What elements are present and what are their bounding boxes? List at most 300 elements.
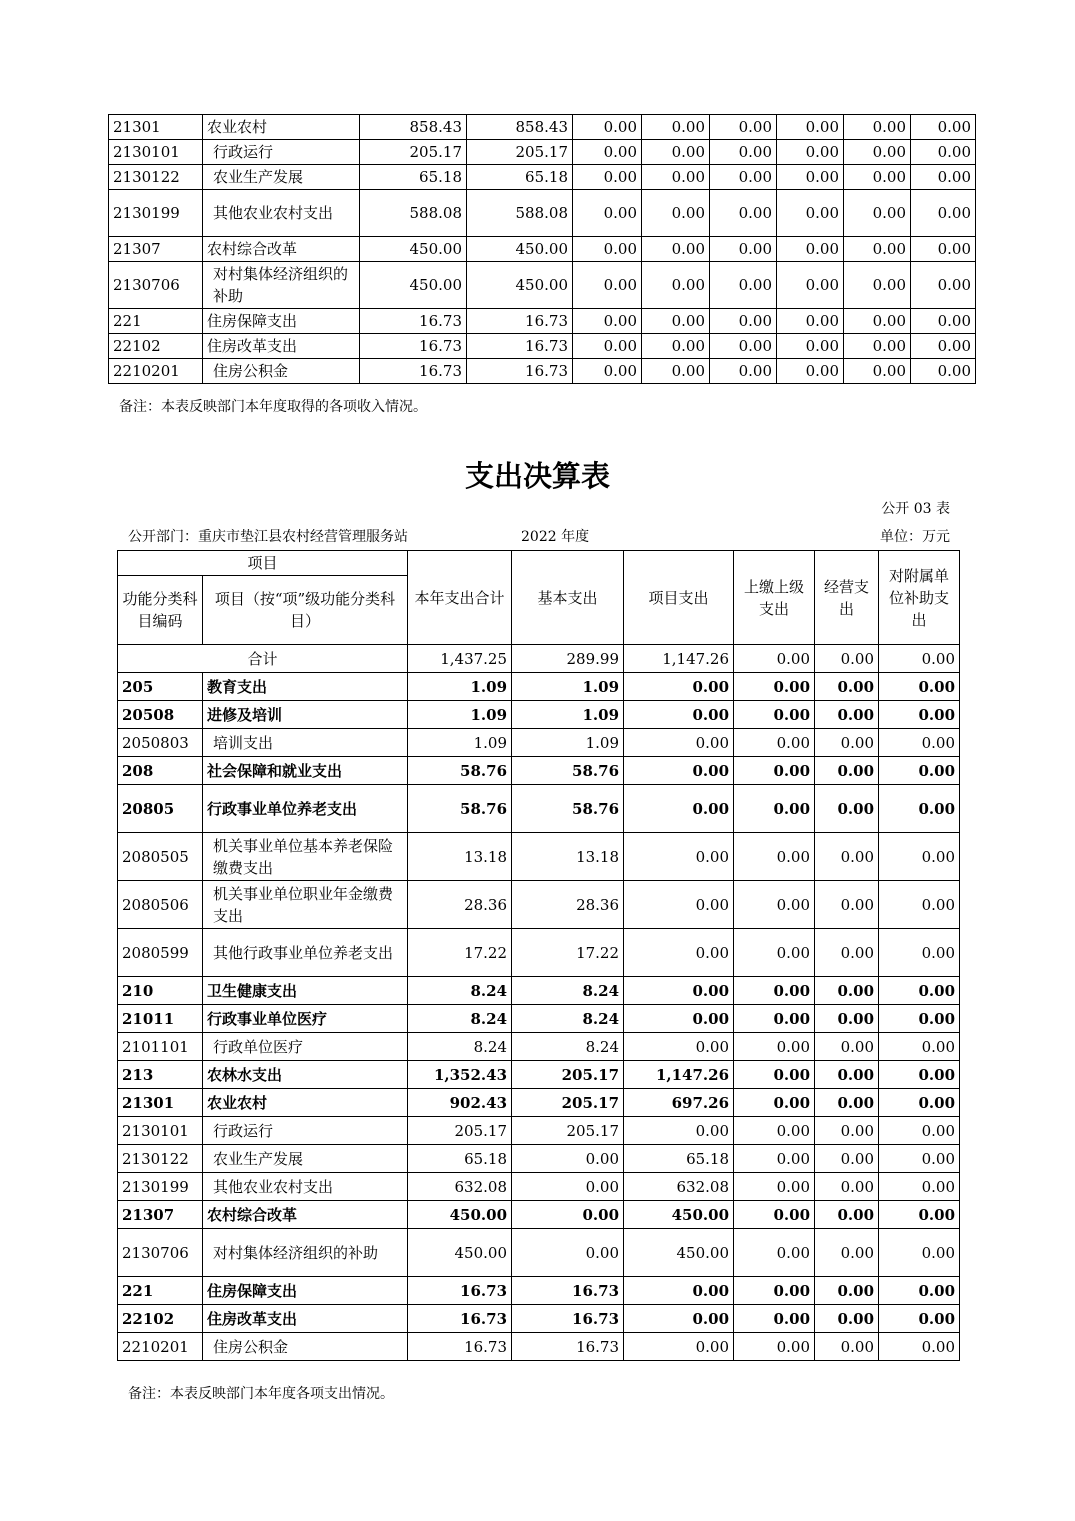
table-row	[109, 334, 976, 359]
cell-value: 858.43	[360, 115, 467, 140]
total-value: 1,437.25	[408, 645, 512, 673]
cell-value: 58.76	[408, 785, 512, 833]
cell-value: 0.00	[624, 1277, 734, 1305]
cell-name: 其他农业农村支出	[203, 190, 360, 237]
cell-value: 0.00	[734, 1033, 815, 1061]
cell-value: 0.00	[777, 359, 844, 384]
table-number: 公开 03 表	[881, 501, 950, 517]
table-row	[109, 140, 976, 165]
cell-code: 21301	[118, 1089, 203, 1117]
cell-value: 0.00	[573, 165, 642, 190]
table-row	[118, 1201, 960, 1229]
cell-name: 进修及培训	[203, 701, 408, 729]
cell-value: 0.00	[844, 190, 911, 237]
cell-value: 1,352.43	[408, 1061, 512, 1089]
cell-value: 0.00	[624, 977, 734, 1005]
cell-code: 2130199	[109, 190, 203, 237]
cell-value: 450.00	[467, 237, 573, 262]
cell-value: 0.00	[815, 929, 879, 977]
cell-value: 0.00	[911, 359, 976, 384]
cell-value: 588.08	[467, 190, 573, 237]
table-row	[118, 977, 960, 1005]
total-row	[118, 645, 960, 673]
cell-value: 0.00	[710, 190, 777, 237]
cell-value: 65.18	[360, 165, 467, 190]
cell-code: 2130122	[118, 1145, 203, 1173]
cell-value: 8.24	[512, 977, 624, 1005]
cell-value: 0.00	[777, 309, 844, 334]
cell-value: 0.00	[734, 1145, 815, 1173]
header-subsidy: 对附属单位补助支出	[879, 551, 960, 645]
cell-value: 902.43	[408, 1089, 512, 1117]
cell-value: 0.00	[879, 1117, 960, 1145]
cell-value: 0.00	[879, 1061, 960, 1089]
cell-value: 1.09	[408, 729, 512, 757]
cell-value: 0.00	[734, 701, 815, 729]
cell-value: 28.36	[408, 881, 512, 929]
cell-value: 0.00	[624, 757, 734, 785]
cell-value: 697.26	[624, 1089, 734, 1117]
cell-value: 0.00	[844, 237, 911, 262]
cell-value: 450.00	[624, 1229, 734, 1277]
header-code: 功能分类科目编码	[118, 576, 203, 645]
cell-value: 0.00	[911, 309, 976, 334]
table-row	[109, 190, 976, 237]
income-table	[108, 114, 976, 384]
cell-value: 0.00	[815, 833, 879, 881]
cell-value: 632.08	[408, 1173, 512, 1201]
cell-value: 0.00	[624, 1333, 734, 1361]
cell-value: 0.00	[879, 881, 960, 929]
cell-value: 0.00	[734, 929, 815, 977]
cell-value: 0.00	[879, 1277, 960, 1305]
cell-value: 0.00	[573, 115, 642, 140]
cell-value: 17.22	[512, 929, 624, 977]
cell-value: 0.00	[844, 359, 911, 384]
cell-value: 450.00	[624, 1201, 734, 1229]
table-row	[109, 359, 976, 384]
cell-name: 住房保障支出	[203, 309, 360, 334]
cell-code: 2130101	[118, 1117, 203, 1145]
cell-code: 20508	[118, 701, 203, 729]
cell-value: 0.00	[844, 334, 911, 359]
cell-value: 0.00	[734, 673, 815, 701]
cell-value: 0.00	[911, 115, 976, 140]
cell-value: 0.00	[911, 140, 976, 165]
cell-code: 2210201	[118, 1333, 203, 1361]
cell-code: 21301	[109, 115, 203, 140]
cell-value: 450.00	[360, 262, 467, 309]
cell-value: 0.00	[624, 1305, 734, 1333]
cell-name: 农林水支出	[203, 1061, 408, 1089]
cell-code: 205	[118, 673, 203, 701]
table-row	[118, 673, 960, 701]
cell-value: 0.00	[624, 1033, 734, 1061]
cell-value: 0.00	[815, 1333, 879, 1361]
cell-value: 205.17	[408, 1117, 512, 1145]
cell-value: 0.00	[815, 1173, 879, 1201]
cell-value: 0.00	[879, 1333, 960, 1361]
cell-value: 0.00	[573, 140, 642, 165]
cell-code: 2101101	[118, 1033, 203, 1061]
cell-value: 0.00	[734, 881, 815, 929]
cell-value: 0.00	[815, 881, 879, 929]
cell-value: 632.08	[624, 1173, 734, 1201]
cell-value: 1.09	[512, 729, 624, 757]
cell-value: 58.76	[408, 757, 512, 785]
cell-value: 1.09	[512, 701, 624, 729]
table-row	[118, 1173, 960, 1201]
cell-value: 0.00	[815, 673, 879, 701]
header-project: 项目	[118, 551, 408, 576]
cell-value: 0.00	[573, 237, 642, 262]
cell-name: 农村综合改革	[203, 237, 360, 262]
cell-name: 行政事业单位医疗	[203, 1005, 408, 1033]
header-project-expense: 项目支出	[624, 551, 734, 645]
cell-value: 0.00	[879, 977, 960, 1005]
cell-value: 0.00	[710, 115, 777, 140]
cell-value: 0.00	[624, 1005, 734, 1033]
cell-value: 0.00	[710, 309, 777, 334]
cell-name: 住房改革支出	[203, 1305, 408, 1333]
cell-value: 0.00	[815, 757, 879, 785]
cell-value: 0.00	[777, 334, 844, 359]
cell-code: 2080505	[118, 833, 203, 881]
cell-code: 22102	[109, 334, 203, 359]
cell-name: 行政单位医疗	[203, 1033, 408, 1061]
cell-value: 0.00	[844, 309, 911, 334]
cell-value: 0.00	[642, 262, 710, 309]
cell-value: 0.00	[777, 262, 844, 309]
cell-value: 0.00	[734, 1117, 815, 1145]
cell-name: 其他农业农村支出	[203, 1173, 408, 1201]
cell-name: 农业农村	[203, 1089, 408, 1117]
cell-value: 0.00	[573, 334, 642, 359]
cell-value: 0.00	[815, 1061, 879, 1089]
cell-value: 0.00	[777, 165, 844, 190]
cell-code: 2080506	[118, 881, 203, 929]
cell-name: 对村集体经济组织的补助	[203, 262, 360, 309]
total-value: 0.00	[815, 645, 879, 673]
cell-value: 0.00	[879, 1173, 960, 1201]
year-label: 2022 年度	[521, 529, 590, 545]
cell-name: 农业生产发展	[203, 1145, 408, 1173]
cell-value: 8.24	[512, 1005, 624, 1033]
cell-value: 16.73	[408, 1305, 512, 1333]
cell-code: 22102	[118, 1305, 203, 1333]
cell-value: 16.73	[408, 1333, 512, 1361]
cell-value: 16.73	[467, 359, 573, 384]
table-row	[109, 165, 976, 190]
table-row	[118, 1061, 960, 1089]
unit-label: 单位：万元	[880, 529, 950, 545]
table-row	[118, 881, 960, 929]
expense-note: 备注：本表反映部门本年度各项支出情况。	[128, 1386, 394, 1402]
cell-code: 2130199	[118, 1173, 203, 1201]
cell-value: 0.00	[815, 1117, 879, 1145]
table-row	[118, 929, 960, 977]
cell-name: 社会保障和就业支出	[203, 757, 408, 785]
table-row	[118, 1089, 960, 1117]
cell-name: 行政事业单位养老支出	[203, 785, 408, 833]
cell-value: 0.00	[624, 1117, 734, 1145]
cell-code: 21011	[118, 1005, 203, 1033]
cell-value: 28.36	[512, 881, 624, 929]
cell-value: 16.73	[467, 309, 573, 334]
cell-value: 0.00	[734, 833, 815, 881]
cell-value: 0.00	[734, 729, 815, 757]
cell-value: 0.00	[642, 190, 710, 237]
cell-value: 0.00	[734, 1333, 815, 1361]
cell-value: 0.00	[777, 140, 844, 165]
cell-value: 205.17	[467, 140, 573, 165]
cell-value: 65.18	[624, 1145, 734, 1173]
cell-value: 450.00	[408, 1229, 512, 1277]
cell-value: 0.00	[624, 673, 734, 701]
table-row	[118, 729, 960, 757]
cell-name: 农业农村	[203, 115, 360, 140]
cell-value: 0.00	[777, 237, 844, 262]
table-row	[118, 1145, 960, 1173]
cell-value: 0.00	[815, 977, 879, 1005]
cell-value: 0.00	[573, 309, 642, 334]
cell-value: 0.00	[710, 140, 777, 165]
cell-value: 16.73	[360, 359, 467, 384]
cell-value: 588.08	[360, 190, 467, 237]
cell-value: 1.09	[408, 701, 512, 729]
cell-value: 0.00	[815, 701, 879, 729]
cell-value: 450.00	[360, 237, 467, 262]
cell-value: 205.17	[360, 140, 467, 165]
cell-value: 0.00	[879, 1145, 960, 1173]
cell-name: 农村综合改革	[203, 1201, 408, 1229]
cell-value: 0.00	[879, 673, 960, 701]
cell-value: 0.00	[642, 309, 710, 334]
cell-value: 1,147.26	[624, 1061, 734, 1089]
table-row	[109, 262, 976, 309]
cell-code: 2210201	[109, 359, 203, 384]
cell-value: 0.00	[710, 262, 777, 309]
cell-value: 0.00	[815, 1229, 879, 1277]
cell-value: 13.18	[512, 833, 624, 881]
cell-value: 0.00	[710, 359, 777, 384]
cell-name: 住房公积金	[203, 359, 360, 384]
income-note: 备注：本表反映部门本年度取得的各项收入情况。	[119, 399, 427, 415]
cell-value: 8.24	[408, 1005, 512, 1033]
cell-value: 0.00	[844, 140, 911, 165]
cell-value: 0.00	[573, 190, 642, 237]
cell-name: 住房改革支出	[203, 334, 360, 359]
cell-code: 20805	[118, 785, 203, 833]
cell-value: 65.18	[408, 1145, 512, 1173]
cell-value: 0.00	[734, 977, 815, 1005]
cell-value: 205.17	[512, 1117, 624, 1145]
table-row	[109, 309, 976, 334]
table-row	[118, 833, 960, 881]
header-business: 经营支出	[815, 551, 879, 645]
cell-value: 0.00	[512, 1201, 624, 1229]
cell-value: 0.00	[512, 1173, 624, 1201]
cell-value: 16.73	[467, 334, 573, 359]
cell-value: 0.00	[911, 190, 976, 237]
cell-code: 210	[118, 977, 203, 1005]
cell-code: 221	[109, 309, 203, 334]
cell-name: 卫生健康支出	[203, 977, 408, 1005]
cell-value: 0.00	[815, 729, 879, 757]
table-row	[118, 757, 960, 785]
cell-value: 0.00	[710, 334, 777, 359]
cell-value: 8.24	[512, 1033, 624, 1061]
table-row	[118, 1033, 960, 1061]
cell-value: 450.00	[467, 262, 573, 309]
cell-code: 208	[118, 757, 203, 785]
cell-value: 0.00	[624, 929, 734, 977]
cell-value: 0.00	[734, 1061, 815, 1089]
cell-value: 0.00	[734, 1173, 815, 1201]
cell-code: 2130706	[109, 262, 203, 309]
table-row	[118, 1005, 960, 1033]
cell-value: 0.00	[734, 757, 815, 785]
cell-name: 教育支出	[203, 673, 408, 701]
cell-value: 0.00	[815, 1305, 879, 1333]
cell-value: 0.00	[815, 1033, 879, 1061]
total-label: 合计	[118, 645, 408, 673]
cell-value: 0.00	[734, 1201, 815, 1229]
cell-value: 0.00	[734, 1005, 815, 1033]
cell-value: 0.00	[734, 785, 815, 833]
cell-value: 0.00	[879, 701, 960, 729]
cell-name: 机关事业单位职业年金缴费支出	[203, 881, 408, 929]
cell-value: 1.09	[408, 673, 512, 701]
cell-value: 0.00	[844, 165, 911, 190]
department-label: 公开部门：重庆市垫江县农村经营管理服务站	[128, 529, 408, 545]
cell-value: 0.00	[879, 785, 960, 833]
cell-value: 0.00	[624, 701, 734, 729]
cell-value: 0.00	[642, 334, 710, 359]
cell-value: 0.00	[879, 929, 960, 977]
cell-value: 8.24	[408, 977, 512, 1005]
cell-value: 205.17	[512, 1061, 624, 1089]
cell-value: 0.00	[642, 115, 710, 140]
cell-value: 0.00	[512, 1145, 624, 1173]
cell-value: 16.73	[360, 334, 467, 359]
cell-value: 16.73	[512, 1277, 624, 1305]
cell-value: 0.00	[815, 1201, 879, 1229]
cell-value: 0.00	[710, 165, 777, 190]
cell-value: 0.00	[624, 785, 734, 833]
cell-value: 0.00	[911, 165, 976, 190]
cell-value: 0.00	[642, 237, 710, 262]
table-row	[118, 1305, 960, 1333]
cell-code: 221	[118, 1277, 203, 1305]
cell-value: 0.00	[879, 1005, 960, 1033]
cell-name: 住房公积金	[203, 1333, 408, 1361]
cell-value: 0.00	[512, 1229, 624, 1277]
cell-value: 0.00	[879, 833, 960, 881]
cell-value: 1.09	[512, 673, 624, 701]
table-row	[109, 237, 976, 262]
cell-value: 0.00	[879, 757, 960, 785]
cell-value: 0.00	[911, 262, 976, 309]
header-basic: 基本支出	[512, 551, 624, 645]
expense-table-body	[118, 645, 960, 1361]
cell-value: 0.00	[642, 165, 710, 190]
cell-name: 住房保障支出	[203, 1277, 408, 1305]
cell-code: 2130101	[109, 140, 203, 165]
cell-value: 17.22	[408, 929, 512, 977]
table-row	[118, 1117, 960, 1145]
cell-code: 2130706	[118, 1229, 203, 1277]
cell-value: 0.00	[879, 1201, 960, 1229]
cell-name: 机关事业单位基本养老保险缴费支出	[203, 833, 408, 881]
cell-value: 0.00	[642, 359, 710, 384]
table-row	[118, 1333, 960, 1361]
cell-value: 0.00	[734, 1089, 815, 1117]
cell-name: 对村集体经济组织的补助	[203, 1229, 408, 1277]
cell-value: 0.00	[879, 1033, 960, 1061]
cell-value: 0.00	[911, 237, 976, 262]
header-name: 项目（按“项”级功能分类科目）	[203, 576, 408, 645]
cell-code: 21307	[118, 1201, 203, 1229]
cell-name: 其他行政事业单位养老支出	[203, 929, 408, 977]
cell-code: 21307	[109, 237, 203, 262]
cell-value: 0.00	[734, 1229, 815, 1277]
table-row	[118, 1277, 960, 1305]
cell-value: 0.00	[777, 115, 844, 140]
table-row	[118, 785, 960, 833]
cell-value: 58.76	[512, 757, 624, 785]
total-value: 1,147.26	[624, 645, 734, 673]
cell-value: 0.00	[815, 785, 879, 833]
cell-value: 0.00	[879, 1305, 960, 1333]
cell-value: 8.24	[408, 1033, 512, 1061]
cell-value: 16.73	[512, 1305, 624, 1333]
cell-code: 2130122	[109, 165, 203, 190]
cell-name: 行政运行	[203, 140, 360, 165]
total-value: 289.99	[512, 645, 624, 673]
cell-name: 培训支出	[203, 729, 408, 757]
total-value: 0.00	[734, 645, 815, 673]
table-row	[109, 115, 976, 140]
cell-value: 0.00	[777, 190, 844, 237]
cell-value: 0.00	[624, 881, 734, 929]
cell-value: 16.73	[408, 1277, 512, 1305]
cell-code: 213	[118, 1061, 203, 1089]
cell-value: 16.73	[512, 1333, 624, 1361]
cell-value: 450.00	[408, 1201, 512, 1229]
cell-value: 0.00	[734, 1305, 815, 1333]
cell-value: 0.00	[710, 237, 777, 262]
total-value: 0.00	[879, 645, 960, 673]
table-row	[118, 1229, 960, 1277]
cell-value: 0.00	[573, 359, 642, 384]
cell-value: 0.00	[624, 729, 734, 757]
cell-value: 0.00	[573, 262, 642, 309]
header-upper: 上缴上级支出	[734, 551, 815, 645]
cell-value: 0.00	[879, 1089, 960, 1117]
cell-value: 65.18	[467, 165, 573, 190]
cell-value: 0.00	[642, 140, 710, 165]
cell-value: 205.17	[512, 1089, 624, 1117]
cell-value: 0.00	[844, 115, 911, 140]
cell-name: 行政运行	[203, 1117, 408, 1145]
expense-table	[117, 550, 960, 1361]
cell-value: 0.00	[879, 1229, 960, 1277]
cell-value: 0.00	[815, 1089, 879, 1117]
cell-value: 0.00	[734, 1277, 815, 1305]
cell-value: 0.00	[911, 334, 976, 359]
cell-value: 0.00	[815, 1145, 879, 1173]
